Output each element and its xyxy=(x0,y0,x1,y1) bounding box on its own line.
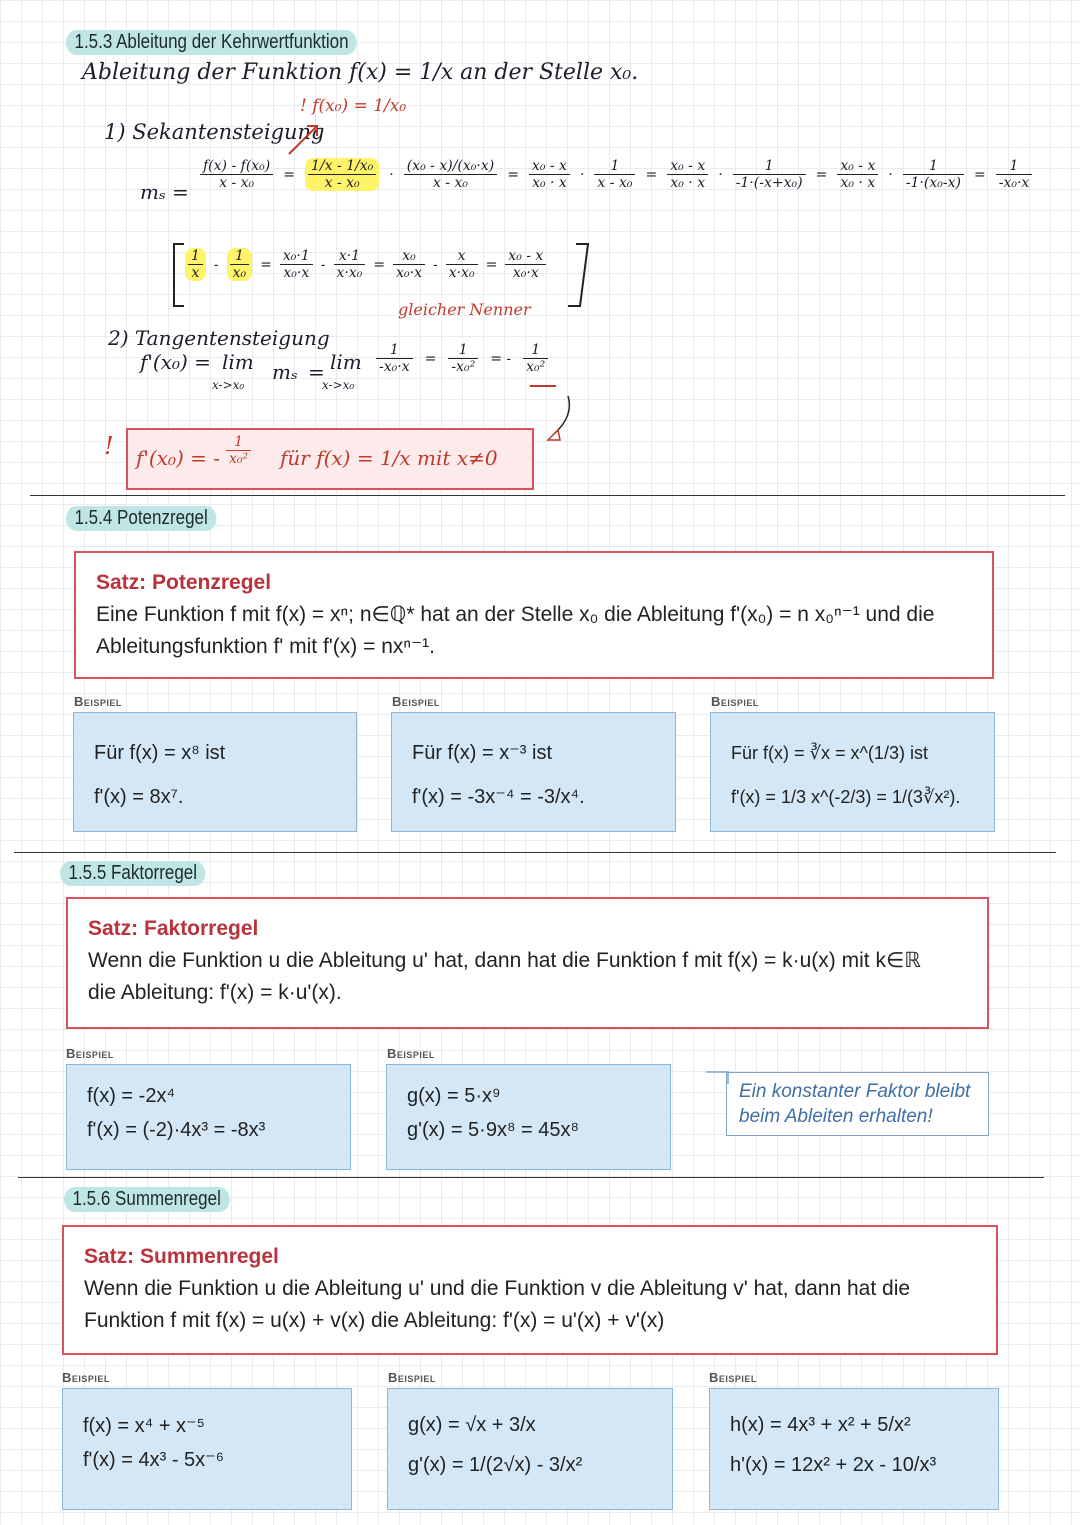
operator: - xyxy=(320,256,326,273)
satz-line: Eine Funktion f mit f(x) = xⁿ; n∈ℚ* hat an der Stelle x₀ die Ableitung f'(x₀) = n x₀ⁿ⁻¹ und die xyxy=(96,603,935,626)
beispiel-label: Beispiel xyxy=(66,1046,114,1061)
fraction xyxy=(376,342,413,375)
f-prime-x0: f'(x₀) = xyxy=(140,350,211,374)
fraction xyxy=(305,158,379,191)
step1-label: 1) Sekantensteigung xyxy=(104,120,325,144)
fraction xyxy=(996,158,1033,191)
fraction-numerator: x₀ - x xyxy=(667,158,708,175)
intro-text: Ableitung der Funktion f(x) = 1/x an der Stelle x₀. xyxy=(82,60,639,85)
example-box xyxy=(387,1388,673,1510)
operator: = xyxy=(507,166,519,183)
satz-faktorregel xyxy=(66,897,989,1029)
fraction-numerator: x₀ - x xyxy=(529,158,570,175)
fraction-numerator: x₀ xyxy=(393,248,425,265)
example-line: f(x) = -2x⁴ xyxy=(87,1085,176,1107)
operator: = xyxy=(424,350,437,367)
example-line: g'(x) = 1/(2√x) - 3/x² xyxy=(408,1454,583,1476)
fraction-denominator: x·x₀ xyxy=(448,265,475,281)
satz-potenzregel xyxy=(74,551,994,679)
satz-line: Funktion f mit f(x) = u(x) + v(x) die Ableitung: f'(x) = u'(x) + v'(x) xyxy=(84,1309,665,1332)
satz-line: Wenn die Funktion u die Ableitung u' hat, dann hat die Funktion f mit f(x) = k·u(x) mit k∈ℝ xyxy=(88,949,921,972)
fraction-numerator: 1 xyxy=(448,342,478,359)
section-title-potenzregel: 1.5.4 Potenzregel xyxy=(66,506,216,531)
fraction-denominator: -x₀·x xyxy=(998,175,1030,191)
beispiel-label: Beispiel xyxy=(709,1370,757,1385)
fraction-denominator: x₀·x xyxy=(283,265,310,281)
operator: = xyxy=(485,256,498,273)
fraction xyxy=(448,342,478,375)
bracket-derivation xyxy=(185,248,546,281)
fraction-denominator: x₀ · x xyxy=(532,175,567,191)
result-frac xyxy=(226,434,251,467)
fraction-denominator: x₀ xyxy=(232,265,247,281)
step2-label: 2) Tangentensteigung xyxy=(108,326,330,350)
satz-line: die Ableitung: f'(x) = k·u'(x). xyxy=(88,981,342,1004)
fraction-numerator: x xyxy=(446,248,478,265)
fraction-denominator: x₀² xyxy=(526,359,546,375)
result-suffix: für f(x) = 1/x mit x≠0 xyxy=(280,446,498,470)
fraction-denominator: x - x₀ xyxy=(219,175,255,191)
beispiel-label: Beispiel xyxy=(62,1370,110,1385)
arrow-icon xyxy=(285,118,325,158)
fraction xyxy=(523,342,548,375)
beispiel-label: Beispiel xyxy=(74,694,122,709)
fraction-denominator: x₀ · x xyxy=(670,175,706,191)
fraction-denominator: x - x₀ xyxy=(597,175,633,191)
fx0-note: ! f(x₀) = 1/x₀ xyxy=(300,96,407,116)
example-line: h'(x) = 12x² + 2x - 10/x³ xyxy=(730,1454,937,1476)
example-line: f'(x) = 1/3 x^(-2/3) = 1/(3∛x²). xyxy=(731,787,961,807)
fraction xyxy=(667,158,708,191)
operator: · xyxy=(718,166,723,183)
section-title-summenregel: 1.5.6 Summenregel xyxy=(64,1187,229,1212)
lim-1: lim xyxy=(222,350,254,374)
fraction-denominator: x·x₀ xyxy=(336,265,363,281)
underline-arrow-icon xyxy=(528,384,588,444)
example-line: f(x) = x⁴ + x⁻⁵ xyxy=(83,1415,205,1437)
operator: = xyxy=(645,166,658,183)
satz-line: Wenn die Funktion u die Ableitung u' und die Funktion v die Ableitung v' hat, dann hat die xyxy=(84,1277,911,1300)
example-line: h(x) = 4x³ + x² + 5/x² xyxy=(730,1414,911,1436)
result-num: 1 xyxy=(226,434,251,451)
fraction-numerator: 1 xyxy=(376,342,413,359)
fraction-numerator: f(x) - f(x₀) xyxy=(200,158,273,175)
fraction xyxy=(334,248,366,281)
operator: · xyxy=(579,166,585,183)
fraction-denominator: -x₀² xyxy=(451,359,476,375)
gleicher-nenner-note: gleicher Nenner xyxy=(398,300,531,319)
fraction-numerator: 1 xyxy=(523,342,548,359)
section-title-faktorregel: 1.5.5 Faktorregel xyxy=(60,861,206,886)
fraction-numerator: 1 xyxy=(594,158,635,175)
lim-2-sub: x->x₀ xyxy=(322,378,355,392)
satz-head: Satz: Potenzregel xyxy=(96,571,272,594)
operator: · xyxy=(888,166,893,183)
beispiel-label: Beispiel xyxy=(392,694,440,709)
example-line: f'(x) = -3x⁻⁴ = -3/x⁴. xyxy=(412,786,585,808)
example-box xyxy=(709,1388,999,1510)
result-prefix: f'(x₀) = - xyxy=(136,446,221,470)
section-title-kehrwert: 1.5.3 Ableitung der Kehrwertfunktion xyxy=(66,30,357,55)
result-den: x₀² xyxy=(229,451,249,467)
divider xyxy=(18,1177,1044,1178)
fraction-denominator: x - x₀ xyxy=(432,175,468,191)
operator: = - xyxy=(490,350,512,367)
example-box xyxy=(66,1064,351,1170)
example-box xyxy=(391,712,676,832)
fraction-denominator: -1·(-x+x₀) xyxy=(735,175,803,191)
fraction xyxy=(505,248,546,281)
fraction-numerator: x·1 xyxy=(334,248,366,265)
example-line: Für f(x) = ∛x = x^(1/3) ist xyxy=(731,743,928,763)
operator: = xyxy=(260,256,272,273)
operator: - xyxy=(213,256,219,273)
lim-1-sub: x->x₀ xyxy=(212,378,245,392)
operator: = xyxy=(283,166,295,183)
satz-line: Ableitungsfunktion f' mit f'(x) = nxⁿ⁻¹. xyxy=(96,635,435,658)
operator: - xyxy=(432,256,438,273)
fraction-numerator: 1 xyxy=(903,158,964,175)
fraction xyxy=(594,158,635,191)
example-box xyxy=(62,1388,352,1510)
fraction-denominator: x₀·x xyxy=(396,265,422,281)
fraction-numerator: 1 xyxy=(996,158,1033,175)
note-box: Ein konstanter Faktor bleibt beim Ableiten erhalten! xyxy=(726,1072,989,1136)
example-line: Für f(x) = x⁻³ ist xyxy=(412,742,552,764)
fraction xyxy=(280,248,313,281)
note-corner-icon xyxy=(704,1070,730,1086)
divider xyxy=(14,852,1056,853)
fraction-denominator: x xyxy=(191,265,200,281)
fraction-denominator: -x₀·x xyxy=(379,359,410,375)
beispiel-label: Beispiel xyxy=(711,694,759,709)
satz-head: Satz: Summenregel xyxy=(84,1245,279,1268)
operator: = xyxy=(973,166,986,183)
ms-symbol: mₛ xyxy=(272,360,298,384)
fraction xyxy=(837,158,878,191)
fraction-numerator: 1 xyxy=(230,248,250,265)
ms-label: mₛ = xyxy=(140,180,189,204)
example-line: f'(x) = (-2)·4x³ = -8x³ xyxy=(87,1119,266,1141)
beispiel-label: Beispiel xyxy=(387,1046,435,1061)
beispiel-label: Beispiel xyxy=(388,1370,436,1385)
secant-chain xyxy=(200,158,1032,191)
fraction xyxy=(446,248,478,281)
fraction-numerator: 1 xyxy=(188,248,203,265)
operator: · xyxy=(389,166,394,183)
example-line: Für f(x) = x⁸ ist xyxy=(94,742,226,764)
fraction-denominator: x - x₀ xyxy=(324,175,360,191)
fraction-numerator: x₀ - x xyxy=(837,158,878,175)
fraction-denominator: x₀·x xyxy=(512,265,539,281)
example-box xyxy=(73,712,357,832)
fraction xyxy=(529,158,570,191)
example-line: g(x) = 5·x⁹ xyxy=(407,1085,501,1107)
fraction-denominator: -1·(x₀-x) xyxy=(905,175,961,191)
fraction xyxy=(903,158,964,191)
fraction-numerator: (x₀ - x)/(x₀·x) xyxy=(404,158,497,175)
fraction-numerator: 1 xyxy=(733,158,806,175)
example-box xyxy=(386,1064,671,1170)
fraction-numerator: x₀ - x xyxy=(505,248,546,265)
example-line: g'(x) = 5·9x⁸ = 45x⁸ xyxy=(407,1119,579,1141)
operator: = xyxy=(815,166,828,183)
example-box xyxy=(710,712,995,832)
fraction-denominator: x₀ · x xyxy=(840,175,876,191)
lim-2: lim xyxy=(330,350,362,374)
fraction-numerator: x₀·1 xyxy=(280,248,313,265)
fraction-numerator: 1/x - 1/x₀ xyxy=(308,158,376,175)
divider xyxy=(30,495,1065,496)
fraction xyxy=(200,158,273,191)
fraction xyxy=(733,158,806,191)
satz-head: Satz: Faktorregel xyxy=(88,917,259,940)
tangent-terms xyxy=(376,342,548,375)
example-line: f'(x) = 8x⁷. xyxy=(94,786,184,808)
satz-summenregel xyxy=(62,1225,998,1355)
fraction xyxy=(393,248,425,281)
exclamation-icon: ! xyxy=(104,432,114,460)
fraction xyxy=(227,248,253,281)
example-line: f'(x) = 4x³ - 5x⁻⁶ xyxy=(83,1449,224,1471)
example-line: g(x) = √x + 3/x xyxy=(408,1414,536,1436)
fraction xyxy=(185,248,206,281)
operator: = xyxy=(373,256,386,273)
fraction xyxy=(404,158,497,191)
equals-sign: = xyxy=(308,360,325,384)
